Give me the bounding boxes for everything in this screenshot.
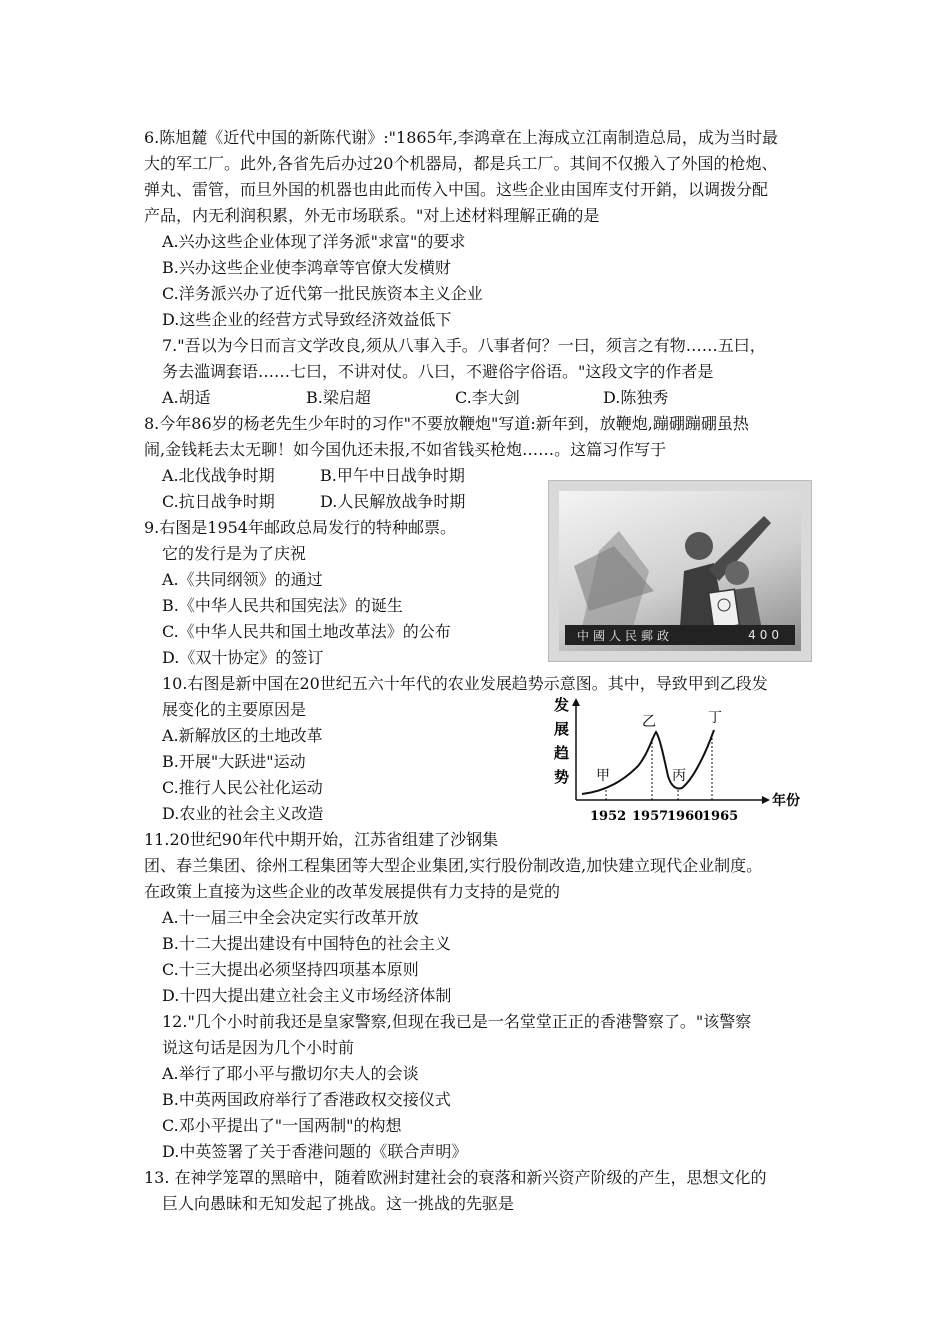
- graph-y-label-3: 趋: [554, 744, 570, 762]
- q6-option-c: C.洋务派兴办了近代第一批民族资本主义企业: [162, 284, 483, 303]
- graph-y-label-1: 发: [554, 696, 570, 714]
- q11-stem-line-3: 在政策上直接为这些企业的改革发展提供有力支持的是党的: [144, 882, 561, 901]
- graph-stage-jia: 甲: [596, 768, 610, 784]
- q12-option-d: D.中英签署了关于香港问题的《联合声明》: [162, 1142, 468, 1161]
- q7-option-a: A.胡适: [162, 388, 211, 407]
- graph-x-arrow: [762, 796, 770, 804]
- q9-option-b: B.《中华人民共和国宪法》的诞生: [162, 596, 403, 615]
- graph-year-1960: 1960: [667, 809, 704, 824]
- q6-stem-line-4: 产品，内无利润积累，外无市场联系。"对上述材料理解正确的是: [144, 206, 600, 225]
- q7-option-c: C.李大剑: [455, 388, 520, 407]
- q10-option-d: D.农业的社会主义改造: [162, 804, 324, 823]
- q11-option-a: A.十一届三中全会决定实行改革开放: [162, 908, 419, 927]
- q13-stem-line-2: 巨人向愚昧和无知发起了挑战。这一挑战的先驱是: [162, 1194, 515, 1213]
- q8-option-a: A.北伐战争时期: [162, 466, 275, 485]
- q7-option-d: D.陈独秀: [603, 388, 669, 407]
- q11-stem-line-1: 11.20世纪90年代中期开始，江苏省组建了沙钢集: [144, 830, 499, 849]
- q13-stem-line-1: 13. 在神学笼罩的黑暗中，随着欧洲封建社会的衰落和新兴资产阶级的产生，思想文化的: [144, 1168, 767, 1187]
- q6-option-a: A.兴办这些企业体现了洋务派"求富"的要求: [162, 232, 466, 251]
- graph-stage-ding: 丁: [708, 710, 722, 726]
- graph-stage-yi: 乙: [642, 714, 656, 730]
- q12-stem-line-1: 12."几个小时前我还是皇家警察,但现在我已是一名堂堂正正的香港警察了。"该警察: [162, 1012, 752, 1031]
- q6-option-d: D.这些企业的经营方式导致经济效益低下: [162, 310, 452, 329]
- graph-trend-curve: [582, 730, 714, 794]
- stamp-denomination-band: [565, 625, 795, 645]
- graph-year-1957: 1957: [632, 809, 669, 824]
- graph-stage-bing: 丙: [672, 768, 686, 784]
- q7-stem-line-2: 务去滥调套语……七曰，不讲对仗。八曰，不避俗字俗语。"这段文字的作者是: [162, 362, 714, 381]
- stamp-value-text: 400: [748, 628, 783, 642]
- q11-option-b: B.十二大提出建设有中国特色的社会主义: [162, 934, 451, 953]
- graph-x-label: 年份: [772, 793, 800, 809]
- graph-y-label-4: 势: [554, 768, 570, 786]
- q8-stem-line-1: 8.今年86岁的杨老先生少年时的习作"不要放鞭炮"写道:新年到，放鞭炮,蹦硼蹦硼虽热: [144, 414, 749, 433]
- q6-stem-line-1: 6.陈旭麓《近代中国的新陈代谢》:"1865年,李鸿章在上海成立江南制造总局，成为当时最: [144, 128, 778, 147]
- q8-stem-line-2: 闹,金钱耗去太无聊！如今国仇还未报,不如省钱买枪炮……。这篇习作写于: [144, 440, 667, 459]
- q10-option-a: A.新解放区的土地改革: [162, 726, 323, 745]
- q7-stem-line-1: 7."吾以为今日而言文学改良,须从八事入手。八事者何？一曰，须言之有物……五曰，: [162, 336, 766, 355]
- q8-option-b: B.甲午中日战争时期: [320, 466, 465, 485]
- q11-option-c: C.十三大提出必须坚持四项基本原则: [162, 960, 419, 979]
- q9-option-a: A.《共同纲领》的通过: [162, 570, 323, 589]
- agriculture-trend-graph: [552, 694, 814, 826]
- q9-stem-line-1: 9.右图是1954年邮政总局发行的特种邮票。: [144, 518, 456, 537]
- q9-stem-line-2: 它的发行是为了庆祝: [162, 544, 307, 563]
- q8-option-c: C.抗日战争时期: [162, 492, 275, 511]
- q10-option-c: C.推行人民公社化运动: [162, 778, 323, 797]
- q10-stem-line-2: 展变化的主要原因是: [162, 700, 307, 719]
- q6-stem-line-3: 弹丸、雷管，而旦外国的机器也由此而传入中国。这些企业由国库支付开銷，以调拨分配: [144, 180, 769, 199]
- q12-option-a: A.举行了耶小平与撒切尔夫人的会谈: [162, 1064, 419, 1083]
- graph-y-label-2: 展: [554, 720, 570, 738]
- q10-stem-line-1: 10.右图是新中国在20世纪五六十年代的农业发展趋势示意图。其中，导致甲到乙段发: [162, 674, 768, 693]
- q11-option-d: D.十四大提出建立社会主义市场经济体制: [162, 986, 452, 1005]
- stamp-image: [548, 480, 812, 662]
- q8-option-d: D.人民解放战争时期: [320, 492, 466, 511]
- q11-stem-line-2: 团、春兰集团、徐州工程集团等大型企业集团,实行股份制改造,加快建立现代企业制度。: [144, 856, 763, 875]
- graph-year-1952: 1952: [590, 809, 627, 824]
- q12-option-b: B.中英两国政府举行了香港政权交接仪式: [162, 1090, 451, 1109]
- stamp-country-text: 中國人民郵政: [577, 628, 674, 643]
- graph-y-arrow: [572, 698, 580, 706]
- q6-stem-line-2: 大的军工厂。此外,各省先后办过20个机器局，都是兵工厂。其间不仅搬入了外国的枪炮、: [144, 154, 778, 173]
- q12-option-c: C.邓小平提出了"一国两制"的构想: [162, 1116, 402, 1135]
- q10-option-b: B.开展"大跃进"运动: [162, 752, 306, 771]
- q12-stem-line-2: 说这句话是因为几个小时前: [162, 1038, 355, 1057]
- q9-option-c: C.《中华人民共和国土地改革法》的公布: [162, 622, 451, 641]
- q6-option-b: B.兴办这些企业使李鸿章等官僚大发横财: [162, 258, 451, 277]
- q7-option-b: B.梁启超: [306, 388, 371, 407]
- graph-year-1965: 1965: [702, 809, 739, 824]
- q9-option-d: D.《双十协定》的签订: [162, 648, 324, 667]
